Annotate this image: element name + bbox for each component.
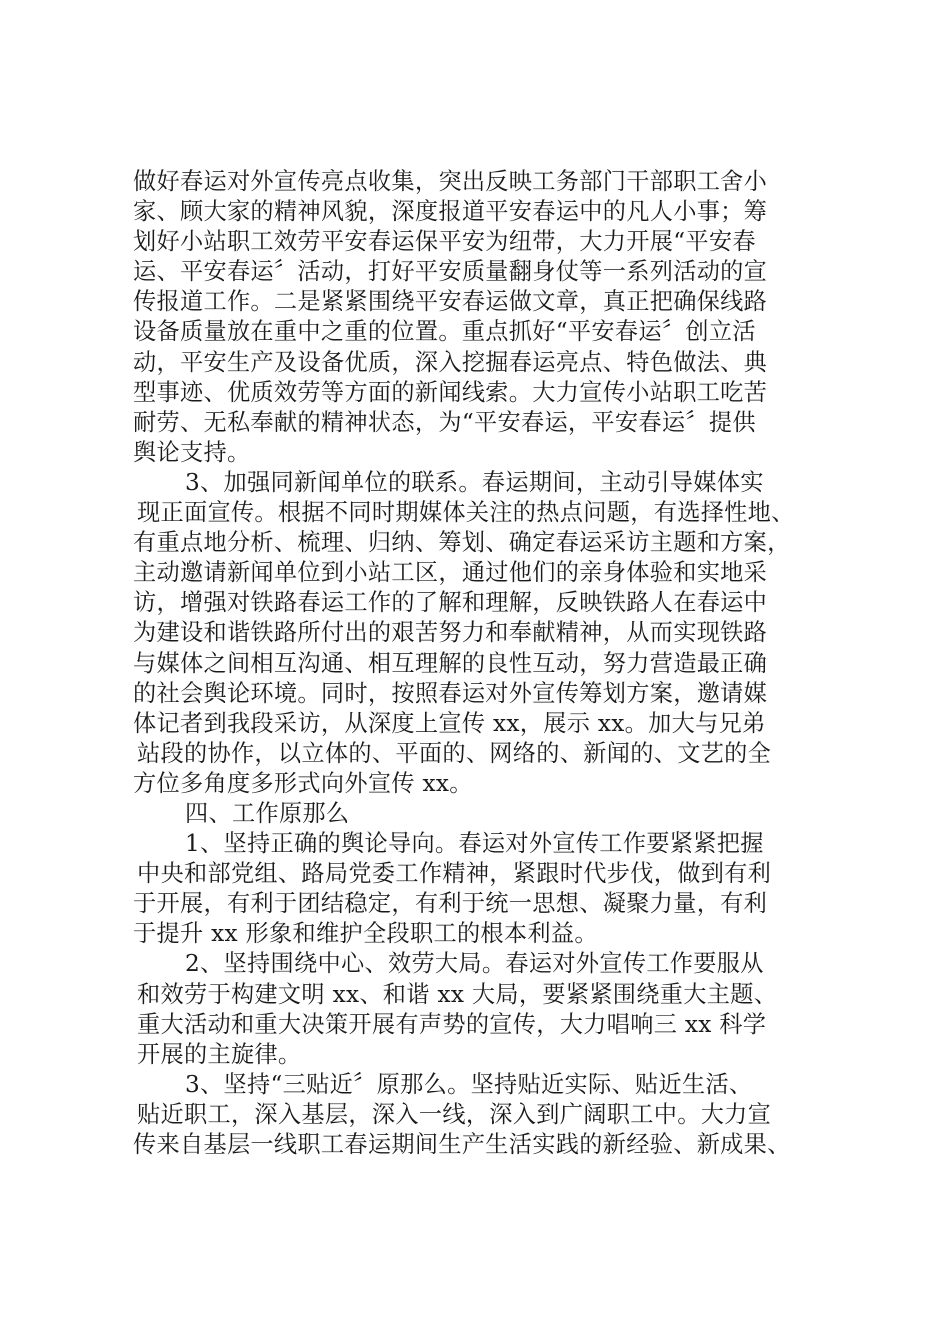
text-line: 于开展，有利于团结稳定，有利于统一思想、凝聚力量，有利 (133, 890, 768, 918)
text-line: 做好春运对外宣传亮点收集，突出反映工务部门干部职工舍小 (133, 168, 768, 195)
text-line: 现正面宣传。根据不同时期媒体关注的热点问题，有选择性地、 (137, 499, 795, 527)
text-line: 贴近职工，深入基层，深入一线，深入到广阔职工中。大力宣 (137, 1100, 772, 1128)
document-body (133, 167, 853, 1160)
text-line: 的社会舆论环境。同时，按照春运对外宣传筹划方案，邀请媒 (133, 679, 768, 707)
text-line: 重大活动和重大决策开展有声势的宣传，大力唱响三 xx 科学 (137, 1010, 767, 1038)
text-line: 有重点地分析、梳理、归纳、筹划、确定春运采访主题和方案， (133, 529, 791, 557)
text-line: 站段的协作，以立体的、平面的、网络的、新闻的、文艺的全 (137, 739, 772, 767)
text-line: 体记者到我段采访，从深度上宣传 xx，展示 xx。加大与兄弟 (133, 709, 766, 737)
text-line: 主动邀请新闻单位到小站工区，通过他们的亲身体验和实地采 (133, 559, 768, 587)
paragraph-start-line: 1、坚持正确的舆论导向。春运对外宣传工作要紧紧把握 (185, 830, 764, 858)
text-line: 开展的主旋律。 (137, 1040, 302, 1068)
text-line: 划好小站职工效劳平安春运保平安为纽带，大力开展“平安春 (133, 228, 756, 256)
text-line: 动，平安生产及设备优质，深入挖掘春运亮点、特色做法、典 (133, 348, 768, 376)
paragraph-start-line: 3、加强同新闻单位的联系。春运期间，主动引导媒体实 (185, 468, 764, 496)
text-line: 传报道工作。二是紧紧围绕平安春运做文章，真正把确保线路 (133, 288, 768, 316)
paragraph-start-line: 3、坚持“三贴近〞原那么。坚持贴近实际、贴近生活、 (185, 1070, 753, 1098)
text-line: 访，增强对铁路春运工作的了解和理解，反映铁路人在春运中 (133, 589, 768, 617)
paragraph-start-line: 2、坚持围绕中心、效劳大局。春运对外宣传工作要服从 (185, 950, 764, 978)
text-line: 耐劳、无私奉献的精神状态，为“平安春运，平安春运〞提供 (133, 408, 756, 436)
text-line: 家、顾大家的精神风貌，深度报道平安春运中的凡人小事；筹 (133, 198, 768, 226)
text-line: 传来自基层一线职工春运期间生产生活实践的新经验、新成果、 (133, 1131, 791, 1158)
text-line: 与媒体之间相互沟通、相互理解的良性互动，努力营造最正确 (133, 649, 768, 677)
text-line: 设备质量放在重中之重的位置。重点抓好“平安春运〞创立活 (133, 318, 756, 346)
text-line: 于提升 xx 形象和维护全段职工的根本利益。 (133, 920, 598, 948)
text-line: 型事迹、优质效劳等方面的新闻线索。大力宣传小站职工吃苦 (133, 378, 768, 406)
section-heading: 四、工作原那么 (185, 799, 350, 827)
text-line: 舆论支持。 (133, 438, 251, 466)
text-line: 为建设和谐铁路所付出的艰苦努力和奉献精神，从而实现铁路 (133, 619, 768, 647)
text-line: 运、平安春运〞活动，打好平安质量翻身仗等一系列活动的宣 (133, 258, 768, 286)
text-line: 方位多角度多形式向外宣传 xx。 (133, 769, 473, 797)
text-line: 中央和部党组、路局党委工作精神，紧跟时代步伐，做到有利 (137, 860, 772, 888)
text-line: 和效劳于构建文明 xx、和谐 xx 大局，要紧紧围绕重大主题、 (137, 980, 778, 1008)
